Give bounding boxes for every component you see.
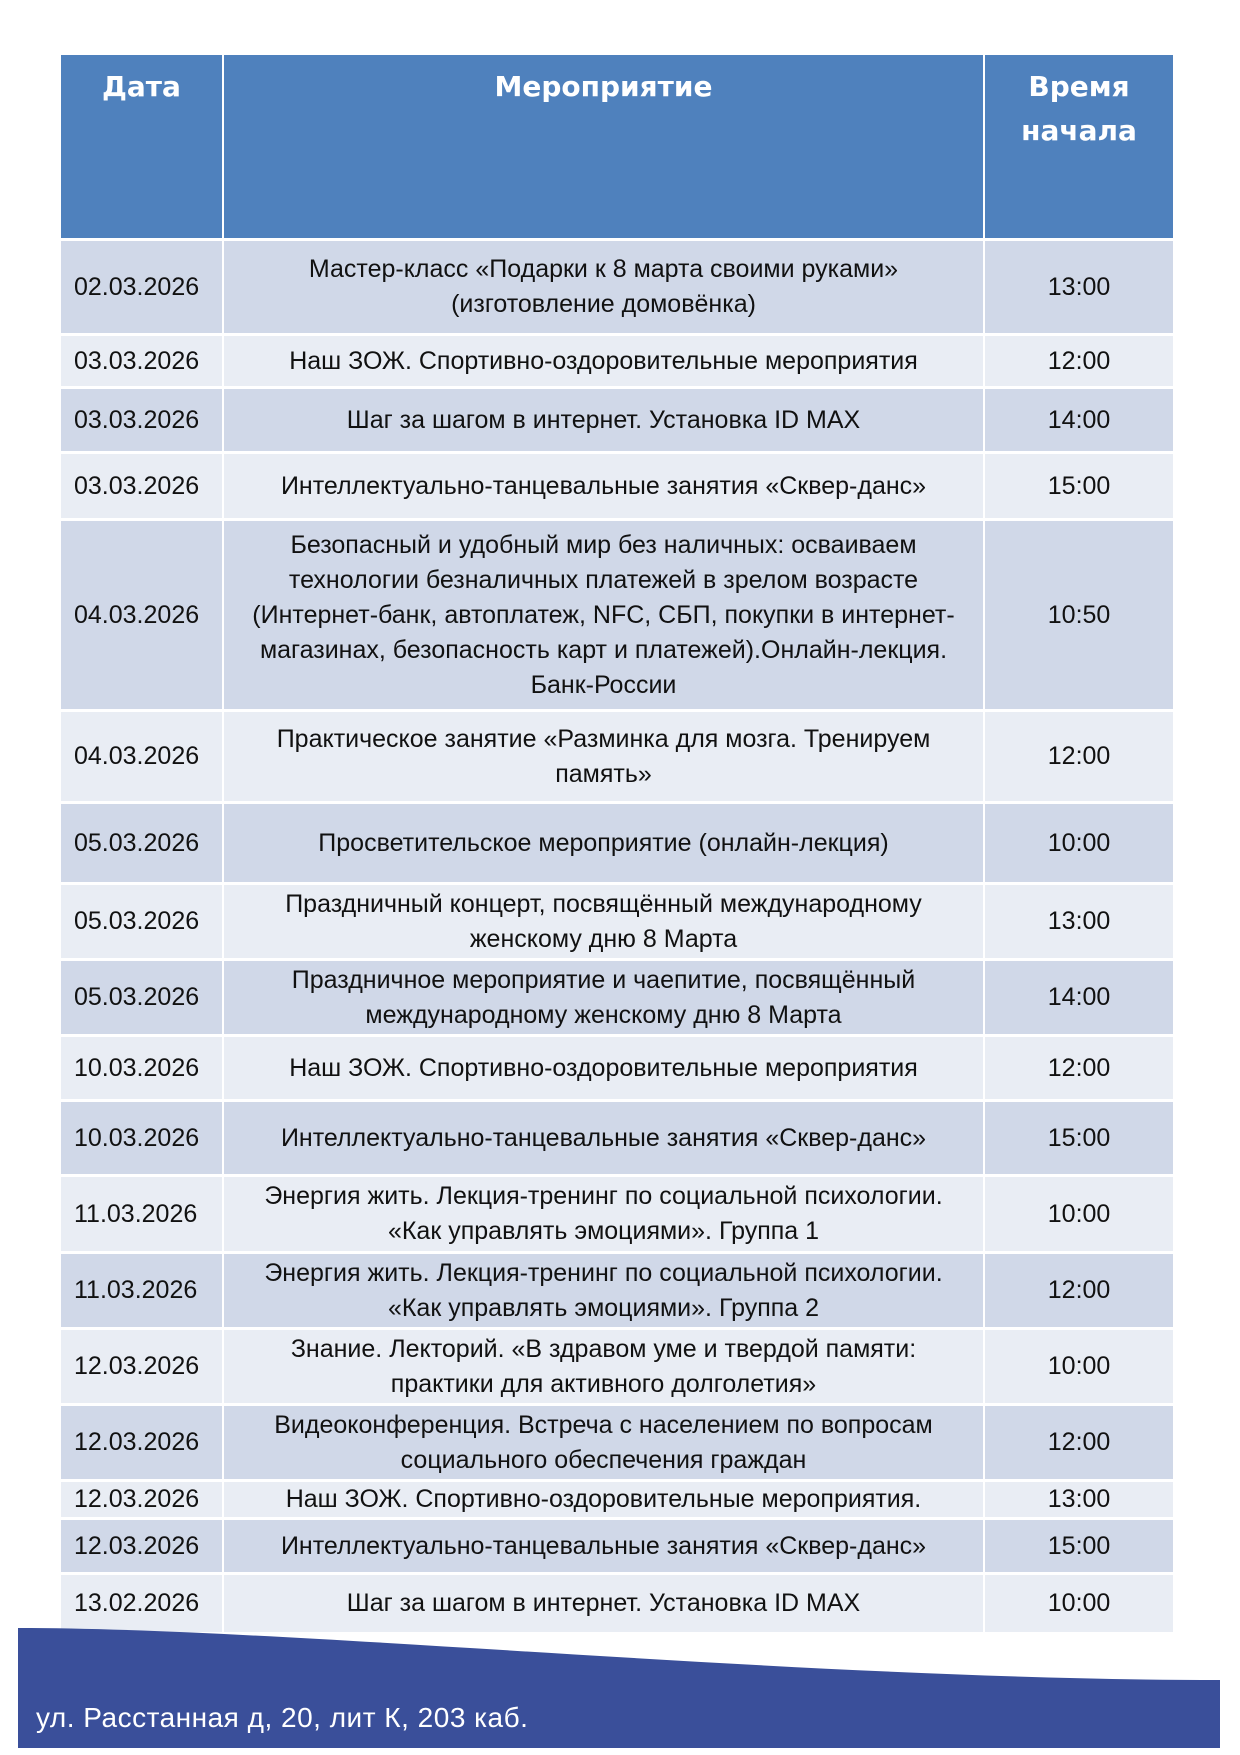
event-title-line: Наш ЗОЖ. Спортивно-оздоровительные мероприятия. — [285, 1485, 922, 1513]
event-start-time: 10:00 — [985, 1330, 1173, 1403]
event-title — [224, 454, 983, 518]
event-title-line: Безопасный и удобный мир без наличных: осваиваем — [290, 530, 917, 559]
event-start-time: 13:00 — [985, 1482, 1173, 1517]
event-title-line: Интеллектуально-танцевальные занятия «Сквер-данс» — [280, 1123, 927, 1152]
event-title-line: магазинах, безопасность карт и платежей).Онлайн-лекция. — [259, 635, 948, 664]
table-row — [61, 521, 1173, 709]
table-row — [61, 1330, 1173, 1403]
event-title — [224, 1037, 983, 1099]
event-title — [224, 521, 983, 709]
events-table — [59, 52, 1175, 1635]
header-start-time-line: Время — [1028, 70, 1130, 103]
event-start-time: 12:00 — [985, 336, 1173, 386]
event-start-time: 10:00 — [985, 1177, 1173, 1251]
table-row — [61, 712, 1173, 801]
event-start-time: 14:00 — [985, 961, 1173, 1034]
header-date: Дата — [61, 55, 222, 238]
event-start-time: 15:00 — [985, 1520, 1173, 1572]
event-start-time: 10:00 — [985, 804, 1173, 882]
event-start-time: 10:00 — [985, 1575, 1173, 1632]
event-title-line: Мастер-класс «Подарки к 8 марта своими руками» — [308, 255, 899, 283]
event-date: 11.03.2026 — [61, 1254, 222, 1327]
event-date: 10.03.2026 — [61, 1102, 222, 1174]
event-date: 04.03.2026 — [61, 712, 222, 801]
event-start-time: 13:00 — [985, 241, 1173, 333]
footer-address: ул. Расстанная д, 20, лит К, 203 каб. — [36, 1702, 529, 1733]
event-start-time: 12:00 — [985, 1037, 1173, 1099]
event-title-line: Интеллектуально-танцевальные занятия «Сквер-данс» — [280, 1531, 927, 1560]
event-date: 03.03.2026 — [61, 389, 222, 451]
table-row — [61, 1406, 1173, 1479]
event-title-line: Практическое занятие «Разминка для мозга. Тренируем — [276, 724, 931, 753]
event-title — [224, 804, 983, 882]
event-title-line: Наш ЗОЖ. Спортивно-оздоровительные мероприятия — [289, 346, 918, 375]
event-date: 02.03.2026 — [61, 241, 222, 333]
event-title-line: Просветительское мероприятие (онлайн-лекция) — [318, 828, 889, 857]
event-title — [224, 885, 983, 958]
event-title-line: международному женскому дню 8 Марта — [365, 1000, 842, 1029]
event-title-line: память» — [555, 759, 652, 788]
event-start-time: 10:50 — [985, 521, 1173, 709]
event-title-line: технологии безналичных платежей в зрелом возрасте — [288, 565, 919, 594]
event-title-line: социального обеспечения граждан — [400, 1445, 807, 1474]
event-title — [224, 1406, 983, 1479]
table-header — [61, 55, 1173, 238]
header-start-time-line: начала — [1021, 114, 1137, 147]
table-row — [61, 241, 1173, 333]
event-date: 03.03.2026 — [61, 336, 222, 386]
event-start-time: 12:00 — [985, 1406, 1173, 1479]
event-title-line: Праздничное мероприятие и чаепитие, посвящённый — [291, 965, 916, 994]
event-title-line: Знание. Лекторий. «В здравом уме и твердой памяти: — [290, 1334, 917, 1363]
table-body — [61, 241, 1173, 1632]
event-title-line: Банк-России — [530, 670, 677, 699]
event-title-line: Энергия жить. Лекция-тренинг по социальной психологии. — [264, 1258, 943, 1287]
event-title-line: «Как управлять эмоциями». Группа 1 — [387, 1217, 820, 1245]
event-title-line: Шаг за шагом в интернет. Установка ID MAX — [346, 405, 861, 434]
event-title-line: (изготовление домовёнка) — [451, 290, 756, 318]
event-start-time: 12:00 — [985, 712, 1173, 801]
event-title — [224, 1482, 983, 1517]
event-title — [224, 241, 983, 333]
table-row — [61, 804, 1173, 882]
event-title — [224, 389, 983, 451]
table-row — [61, 1482, 1173, 1517]
table-row — [61, 1520, 1173, 1572]
footer-wave-shape — [0, 1620, 1240, 1755]
event-title-line: Интеллектуально-танцевальные занятия «Сквер-данс» — [280, 471, 927, 500]
table-row — [61, 336, 1173, 386]
event-title-line: Энергия жить. Лекция-тренинг по социальной психологии. — [264, 1182, 943, 1210]
table-row — [61, 1102, 1173, 1174]
event-date: 12.03.2026 — [61, 1406, 222, 1479]
table-row — [61, 389, 1173, 451]
header-event: Мероприятие — [224, 55, 983, 238]
event-title-line: «Как управлять эмоциями». Группа 2 — [387, 1293, 820, 1322]
event-date: 13.02.2026 — [61, 1575, 222, 1632]
event-start-time: 14:00 — [985, 389, 1173, 451]
event-date: 04.03.2026 — [61, 521, 222, 709]
table-row — [61, 961, 1173, 1034]
table-row — [61, 1254, 1173, 1327]
event-start-time: 15:00 — [985, 1102, 1173, 1174]
table-row — [61, 885, 1173, 958]
event-title — [224, 1102, 983, 1174]
event-start-time: 15:00 — [985, 454, 1173, 518]
event-date: 10.03.2026 — [61, 1037, 222, 1099]
event-title-line: (Интернет-банк, автоплатеж, NFC, СБП, покупки в интернет- — [252, 600, 955, 629]
event-title-line: Праздничный концерт, посвящённый международному — [285, 889, 922, 918]
event-date: 12.03.2026 — [61, 1482, 222, 1517]
table-row — [61, 454, 1173, 518]
event-start-time: 12:00 — [985, 1254, 1173, 1327]
event-title — [224, 1520, 983, 1572]
event-title-line: Наш ЗОЖ. Спортивно-оздоровительные мероприятия — [289, 1053, 918, 1082]
event-date: 03.03.2026 — [61, 454, 222, 518]
event-title-line: Шаг за шагом в интернет. Установка ID MAX — [346, 1589, 861, 1617]
event-title — [224, 1177, 983, 1251]
table-row — [61, 1037, 1173, 1099]
event-title — [224, 1254, 983, 1327]
event-date: 05.03.2026 — [61, 885, 222, 958]
footer-band — [0, 1620, 1240, 1755]
event-title — [224, 1330, 983, 1403]
event-title-line: Видеоконференция. Встреча с населением по вопросам — [274, 1410, 933, 1439]
event-date: 11.03.2026 — [61, 1177, 222, 1251]
event-title — [224, 712, 983, 801]
event-date: 05.03.2026 — [61, 961, 222, 1034]
event-title — [224, 336, 983, 386]
table-row — [61, 1177, 1173, 1251]
event-date: 12.03.2026 — [61, 1330, 222, 1403]
event-title-line: практики для активного долголетия» — [390, 1369, 817, 1398]
header-start-time — [985, 55, 1173, 238]
event-date: 12.03.2026 — [61, 1520, 222, 1572]
event-title — [224, 961, 983, 1034]
event-title-line: женскому дню 8 Марта — [469, 924, 738, 953]
event-date: 05.03.2026 — [61, 804, 222, 882]
event-start-time: 13:00 — [985, 885, 1173, 958]
